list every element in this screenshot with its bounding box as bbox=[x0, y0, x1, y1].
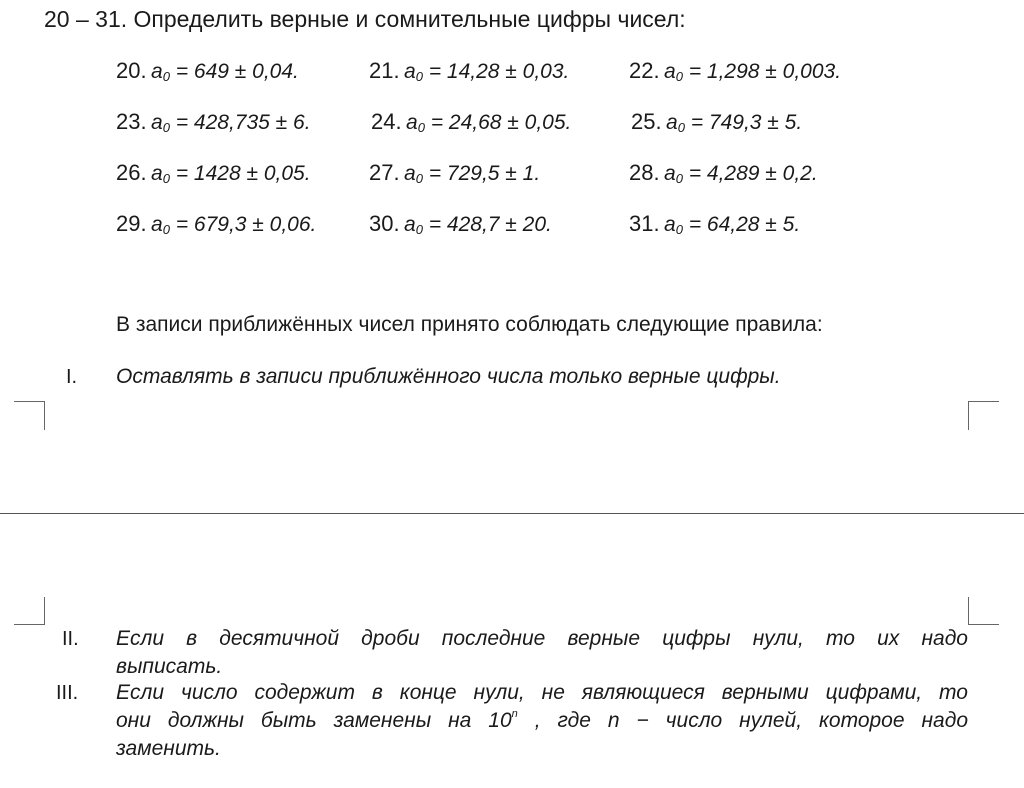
expression: = 749,3 ± 5. bbox=[690, 111, 803, 134]
rule-1-numeral: I. bbox=[66, 366, 78, 388]
variable: a bbox=[151, 60, 163, 83]
rule-3-numeral: III. bbox=[56, 682, 79, 704]
problem-item bbox=[629, 211, 800, 237]
problem-number: 21. bbox=[369, 58, 400, 83]
variable-subscript: 0 bbox=[415, 222, 423, 237]
problem-formula bbox=[151, 111, 310, 134]
rule-1-text: Оставлять в записи приближённого числа только верные цифры. bbox=[116, 365, 781, 388]
rule-2-line-1: Если в десятичной дроби последние верные цифры нули, то их надо bbox=[116, 627, 968, 650]
variable: a bbox=[404, 162, 416, 185]
variable-subscript: 0 bbox=[162, 120, 170, 135]
rule-3-line-3: заменить. bbox=[116, 737, 221, 760]
problem-item bbox=[116, 109, 311, 135]
variable-subscript: 0 bbox=[675, 171, 683, 186]
variable-subscript: 0 bbox=[162, 171, 170, 186]
rule-3-line-2 bbox=[116, 709, 968, 733]
rule-3-line-2-pre: они должны быть заменены на 10 bbox=[116, 709, 512, 732]
problem-formula bbox=[406, 111, 571, 134]
page-corner-mark bbox=[14, 597, 45, 625]
variable-subscript: 0 bbox=[162, 69, 170, 84]
problem-number: 28. bbox=[629, 160, 660, 185]
rule-2-numeral: II. bbox=[62, 628, 79, 650]
variable: a bbox=[664, 60, 676, 83]
problem-number: 20. bbox=[116, 58, 147, 83]
variable-subscript: 0 bbox=[415, 171, 423, 186]
expression: = 679,3 ± 0,06. bbox=[175, 213, 317, 236]
problem-item bbox=[371, 109, 571, 135]
variable-subscript: 0 bbox=[677, 120, 685, 135]
problem-item bbox=[629, 160, 818, 186]
problem-item bbox=[631, 109, 802, 135]
problem-number: 30. bbox=[369, 211, 400, 236]
expression: = 729,5 ± 1. bbox=[428, 162, 541, 185]
expression: = 4,289 ± 0,2. bbox=[688, 162, 818, 185]
expression: = 428,7 ± 20. bbox=[428, 213, 552, 236]
problem-formula bbox=[404, 60, 569, 83]
task-header bbox=[44, 6, 686, 33]
variable: a bbox=[406, 111, 418, 134]
problem-item bbox=[629, 58, 841, 84]
problem-item bbox=[369, 211, 552, 237]
variable-subscript: 0 bbox=[675, 69, 683, 84]
problem-formula bbox=[404, 162, 540, 185]
problem-formula bbox=[666, 111, 802, 134]
problem-formula bbox=[151, 162, 310, 185]
expression: = 1,298 ± 0,003. bbox=[688, 60, 842, 83]
expression: = 64,28 ± 5. bbox=[688, 213, 801, 236]
power-exponent: n bbox=[511, 708, 518, 720]
problem-formula bbox=[664, 213, 800, 236]
problem-item bbox=[369, 58, 569, 84]
rules-intro: В записи приближённых чисел принято соблюдать следующие правила: bbox=[116, 313, 823, 336]
expression: = 649 ± 0,04. bbox=[175, 60, 299, 83]
variable: a bbox=[664, 162, 676, 185]
variable-subscript: 0 bbox=[415, 69, 423, 84]
page-corner-mark bbox=[968, 597, 999, 625]
variable-subscript: 0 bbox=[162, 222, 170, 237]
problem-number: 23. bbox=[116, 109, 147, 134]
variable: a bbox=[151, 111, 163, 134]
problem-number: 22. bbox=[629, 58, 660, 83]
problem-item bbox=[369, 160, 540, 186]
variable: a bbox=[151, 162, 163, 185]
variable-subscript: 0 bbox=[417, 120, 425, 135]
page-corner-mark bbox=[968, 401, 999, 430]
variable: a bbox=[151, 213, 163, 236]
problem-item bbox=[116, 58, 299, 84]
problem-number: 31. bbox=[629, 211, 660, 236]
expression: = 1428 ± 0,05. bbox=[175, 162, 311, 185]
problem-number: 29. bbox=[116, 211, 147, 236]
variable: a bbox=[664, 213, 676, 236]
variable: a bbox=[404, 213, 416, 236]
expression: = 24,68 ± 0,05. bbox=[430, 111, 572, 134]
problem-number: 26. bbox=[116, 160, 147, 185]
variable-subscript: 0 bbox=[675, 222, 683, 237]
rule-2-line-2: выписать. bbox=[116, 655, 223, 678]
problem-item bbox=[116, 211, 316, 237]
problem-formula bbox=[404, 213, 552, 236]
variable: a bbox=[666, 111, 678, 134]
variable: a bbox=[404, 60, 416, 83]
problem-formula bbox=[664, 60, 841, 83]
task-instruction: Определить верные и сомнительные цифры чисел: bbox=[133, 6, 686, 32]
page-corner-mark bbox=[14, 401, 45, 430]
problem-formula bbox=[151, 60, 299, 83]
expression: = 14,28 ± 0,03. bbox=[428, 60, 570, 83]
problem-number: 24. bbox=[371, 109, 402, 134]
problem-formula bbox=[664, 162, 818, 185]
rule-3-line-1: Если число содержит в конце нули, не являющиеся верными цифрами, то bbox=[116, 681, 968, 704]
rule-3-line-2-post: , где n − число нулей, которое надо bbox=[534, 709, 969, 732]
problem-number: 25. bbox=[631, 109, 662, 134]
problem-formula bbox=[151, 213, 316, 236]
page-break bbox=[0, 513, 1024, 514]
task-range: 20 – 31. bbox=[44, 6, 128, 32]
problem-item bbox=[116, 160, 311, 186]
problem-number: 27. bbox=[369, 160, 400, 185]
expression: = 428,735 ± 6. bbox=[175, 111, 311, 134]
